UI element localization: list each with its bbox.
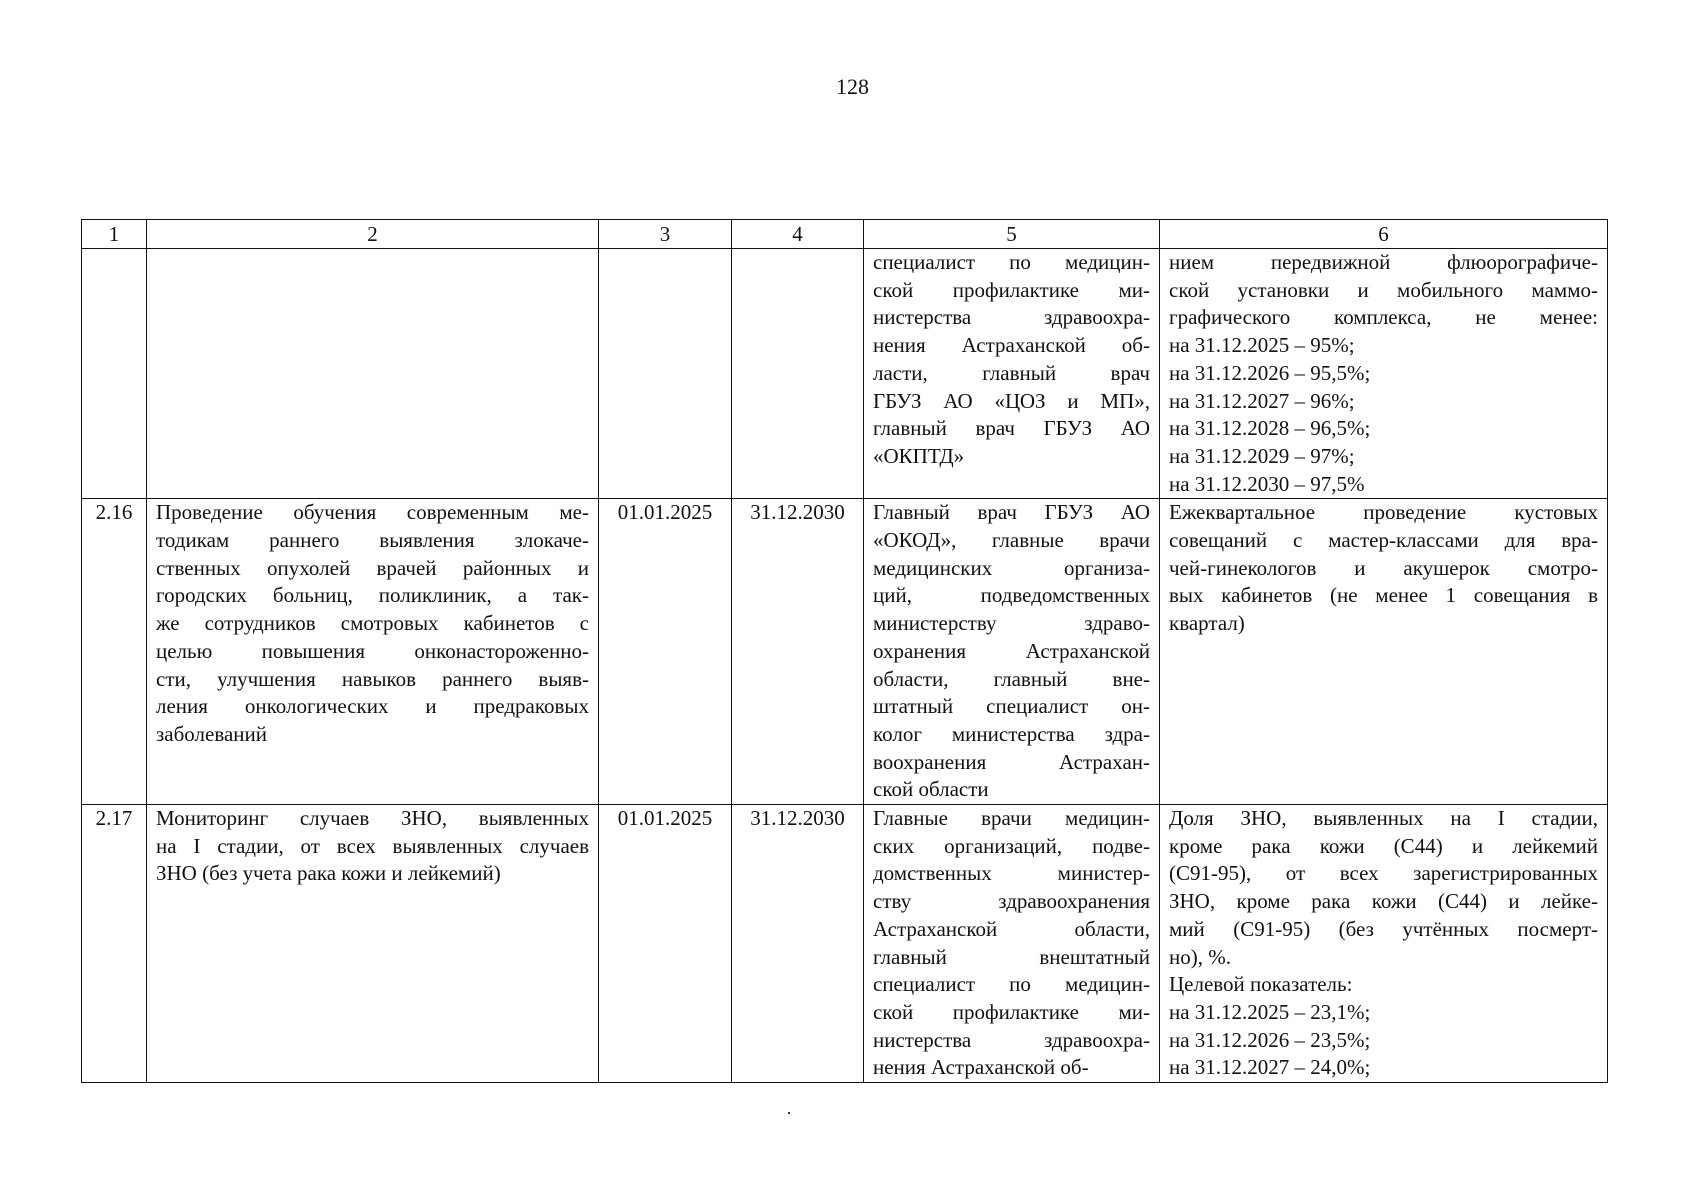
measure-name-line: городских больниц, поликлиник, а так-: [156, 583, 589, 608]
header-cell-6: 6: [1160, 220, 1608, 249]
end-date: 31.12.2030: [732, 499, 864, 805]
responsible-line: колог министерства здра-: [873, 721, 1150, 746]
measure-name: [147, 805, 599, 1083]
end-date: [732, 249, 864, 499]
header-row: [82, 220, 1608, 249]
row-number: [82, 249, 147, 499]
responsible: [864, 805, 1160, 1083]
header-cell-4: 4: [732, 220, 864, 249]
result-indicator-line: Доля ЗНО, выявленных на I стадии,: [1169, 806, 1598, 831]
table-row: [82, 499, 1608, 805]
responsible-line: воохранения Астрахан-: [873, 749, 1150, 774]
result-indicator-line: ЗНО, кроме рака кожи (С44) и лейке-: [1169, 889, 1598, 914]
result-indicator-line: ской установки и мобильного маммо-: [1169, 277, 1598, 302]
measure-name-line: сти, улучшения навыков раннего выяв-: [156, 666, 589, 691]
result-indicator: [1160, 499, 1608, 805]
responsible-line: ской профилактике ми-: [873, 277, 1150, 302]
measure-name-line: целью повышения онконастороженно-: [156, 638, 589, 663]
result-indicator-line: но), %.: [1169, 944, 1231, 969]
start-date: 01.01.2025: [599, 805, 732, 1083]
responsible-line: нистерства здравоохра-: [873, 305, 1150, 330]
result-indicator-line: на 31.12.2025 – 95%;: [1169, 333, 1355, 358]
responsible-line: Главные врачи медицин-: [873, 806, 1150, 831]
responsible-line: ству здравоохранения: [873, 889, 1150, 914]
result-indicator-line: вых кабинетов (не менее 1 совещания в: [1169, 583, 1598, 608]
row-number: 2.16: [82, 499, 147, 805]
page-number: 128: [836, 74, 869, 99]
measure-name-line: Мониторинг случаев ЗНО, выявленных: [156, 806, 589, 831]
result-indicator-line: на 31.12.2027 – 96%;: [1169, 388, 1355, 413]
responsible-line: ГБУЗ АО «ЦОЗ и МП»,: [873, 388, 1150, 413]
result-indicator-line: нием передвижной флюорографиче-: [1169, 250, 1598, 274]
result-indicator-line: на 31.12.2026 – 95,5%;: [1169, 360, 1371, 385]
responsible-line: ласти, главный врач: [873, 360, 1150, 385]
measure-name: [147, 249, 599, 499]
table-row: [82, 805, 1608, 1083]
result-indicator-line: кроме рака кожи (С44) и лейкемий: [1169, 833, 1598, 858]
responsible-line: «ОКПТД»: [873, 443, 965, 468]
result-indicator-line: на 31.12.2028 – 96,5%;: [1169, 416, 1371, 441]
responsible-line: охранения Астраханской: [873, 638, 1150, 663]
measure-name: [147, 499, 599, 805]
result-indicator-line: на 31.12.2027 – 24,0%;: [1169, 1055, 1371, 1080]
responsible-line: домственных министер-: [873, 861, 1150, 886]
result-indicator-line: на 31.12.2029 – 97%;: [1169, 443, 1355, 468]
responsible-line: «ОКОД», главные врачи: [873, 528, 1150, 553]
responsible-line: нения Астраханской об-: [873, 1055, 1089, 1080]
measure-name-line: ления онкологических и предраковых: [156, 694, 589, 719]
responsible-line: специалист по медицин-: [873, 972, 1150, 997]
end-date: 31.12.2030: [732, 805, 864, 1083]
result-indicator-line: квартал): [1169, 611, 1245, 636]
header-cell-1: 1: [82, 220, 147, 249]
measure-name-line: заболеваний: [156, 721, 267, 746]
responsible-line: Астраханской области,: [873, 916, 1150, 941]
responsible-line: штатный специалист он-: [873, 694, 1150, 719]
measure-name-line: ственных опухолей врачей районных и: [156, 555, 589, 580]
responsible-line: области, главный вне-: [873, 666, 1150, 691]
start-date: 01.01.2025: [599, 499, 732, 805]
measures-table: [81, 219, 1608, 1083]
responsible: [864, 499, 1160, 805]
responsible-line: ских организаций, подве-: [873, 833, 1150, 858]
responsible-line: ской области: [873, 777, 989, 802]
responsible-line: специалист по медицин-: [873, 250, 1150, 274]
result-indicator-line: мий (С91-95) (без учтённых посмерт-: [1169, 916, 1598, 941]
responsible-line: главный внештатный: [873, 944, 1150, 969]
measure-name-line: ЗНО (без учета рака кожи и лейкемий): [156, 861, 501, 886]
result-indicator-line: на 31.12.2030 – 97,5%: [1169, 471, 1365, 496]
header-cell-3: 3: [599, 220, 732, 249]
result-indicator-line: на 31.12.2026 – 23,5%;: [1169, 1027, 1371, 1052]
result-indicator-line: на 31.12.2025 – 23,1%;: [1169, 999, 1371, 1024]
result-indicator-line: чей-гинекологов и акушерок смотро-: [1169, 555, 1598, 580]
result-indicator-line: Ежеквартальное проведение кустовых: [1169, 500, 1598, 525]
header-cell-2: 2: [147, 220, 599, 249]
result-indicator-line: Целевой показатель:: [1169, 972, 1353, 997]
measure-name-line: на I стадии, от всех выявленных случаев: [156, 833, 589, 858]
responsible-line: главный врач ГБУЗ АО: [873, 416, 1150, 441]
table-row: [82, 249, 1608, 499]
result-indicator: [1160, 249, 1608, 499]
responsible-line: нистерства здравоохра-: [873, 1027, 1150, 1052]
measure-name-line: тодикам раннего выявления злокаче-: [156, 528, 589, 553]
responsible-line: Главный врач ГБУЗ АО: [873, 500, 1150, 525]
header-cell-5: 5: [864, 220, 1160, 249]
measure-name-line: же сотрудников смотровых кабинетов с: [156, 611, 589, 636]
measure-name-line: Проведение обучения современным ме-: [156, 500, 589, 525]
scan-speck: [788, 1112, 790, 1114]
responsible-line: ской профилактике ми-: [873, 999, 1150, 1024]
responsible: [864, 249, 1160, 499]
result-indicator: [1160, 805, 1608, 1083]
responsible-line: нения Астраханской об-: [873, 333, 1150, 358]
responsible-line: ций, подведомственных: [873, 583, 1150, 608]
responsible-line: медицинских организа-: [873, 555, 1150, 580]
result-indicator-line: графического комплекса, не менее:: [1169, 305, 1598, 330]
result-indicator-line: (С91-95), от всех зарегистрированных: [1169, 861, 1598, 886]
responsible-line: министерству здраво-: [873, 611, 1150, 636]
row-number: 2.17: [82, 805, 147, 1083]
result-indicator-line: совещаний с мастер-классами для вра-: [1169, 528, 1598, 553]
start-date: [599, 249, 732, 499]
